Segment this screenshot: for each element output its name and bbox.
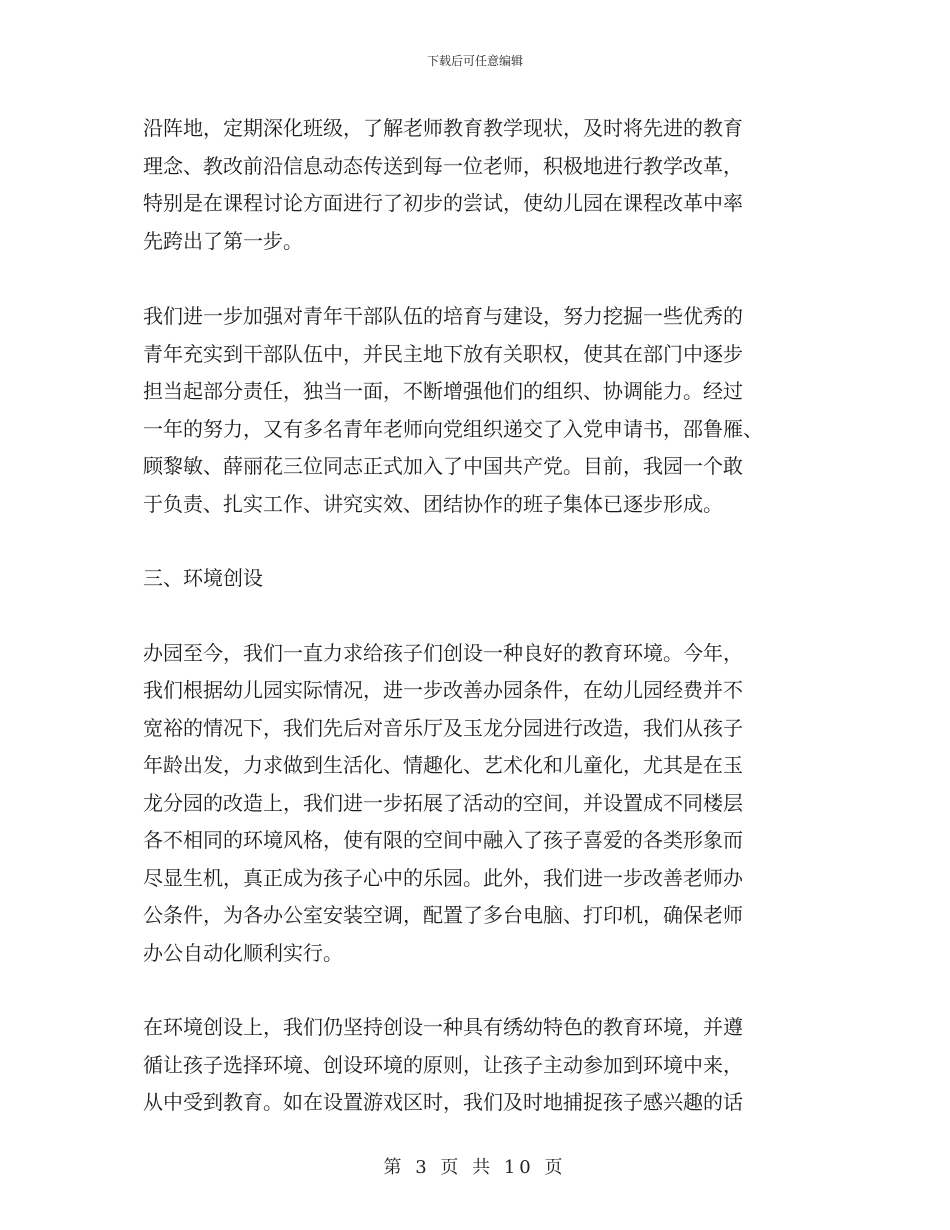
text-line: 龙分园的改造上，我们进一步拓展了活动的空间，并设置成不同楼层 — [143, 790, 743, 815]
text-line: 我们进一步加强对青年干部队伍的培育与建设，努力挖掘一些优秀的 — [143, 304, 743, 328]
text-line: 顾黎敏、薛丽花三位同志正式加入了中国共产党。目前，我园一个敢 — [143, 454, 743, 478]
text-line: 尽显生机，真正成为孩子心中的乐园。此外，我们进一步改善老师办 — [143, 865, 743, 890]
text-line: 各不相同的环境风格，使有限的空间中融入了孩子喜爱的各类形象而 — [143, 828, 743, 852]
text-line: 循让孩子选择环境、创设环境的原则，让孩子主动参加到环境中来， — [143, 1052, 743, 1077]
text-line: 先跨出了第一步。 — [143, 228, 303, 253]
text-line: 在环境创设上，我们仍坚持创设一种具有绣幼特色的教育环境，并遵 — [143, 1015, 743, 1039]
paragraph-3 — [143, 635, 823, 973]
document-body — [143, 110, 823, 1122]
text-line: 我们根据幼儿园实际情况，进一步改善办园条件，在幼儿园经费并不 — [143, 678, 743, 702]
paragraph-2 — [143, 298, 823, 523]
text-line: 于负责、扎实工作、讲究实效、团结协作的班子集体已逐步形成。 — [143, 491, 723, 516]
text-line: 青年充实到干部队伍中，并民主地下放有关职权，使其在部门中逐步 — [143, 341, 743, 366]
page-header: 下载后可任意编辑 — [426, 54, 523, 68]
text-line: 担当起部分责任，独当一面，不断增强他们的组织、协调能力。经过 — [143, 379, 743, 403]
text-line: 办园至今，我们一直力求给孩子们创设一种良好的教育环境。今年， — [143, 640, 743, 665]
page-footer: 第 3 页 共 10 页 — [383, 1157, 567, 1178]
section-heading — [143, 560, 823, 598]
paragraph-1 — [143, 110, 823, 260]
text-line: 特别是在课程讨论方面进行了初步的尝试，使幼儿园在课程改革中率 — [143, 191, 743, 215]
text-line: 宽裕的情况下，我们先后对音乐厅及玉龙分园进行改造，我们从孩子 — [143, 715, 743, 740]
text-line: 一年的努力，又有多名青年老师向党组织递交了入党申请书，邵鲁雁、 — [143, 416, 763, 441]
text-line: 办公自动化顺利实行。 — [143, 940, 343, 965]
text-line: 沿阵地，定期深化班级，了解老师教育教学现状，及时将先进的教育 — [143, 116, 743, 140]
text-line: 从中受到教育。如在设置游戏区时，我们及时地捕捉孩子感兴趣的话 — [143, 1090, 743, 1114]
text-line: 公条件，为各办公室安装空调，配置了多台电脑、打印机，确保老师 — [143, 903, 743, 927]
text-line: 理念、教改前沿信息动态传送到每一位老师，积极地进行教学改革， — [143, 153, 743, 178]
text-line: 年龄出发，力求做到生活化、情趣化、艺术化和儿童化，尤其是在玉 — [143, 753, 743, 777]
section-heading-text: 三、环境创设 — [143, 566, 263, 590]
paragraph-4 — [143, 1009, 823, 1122]
